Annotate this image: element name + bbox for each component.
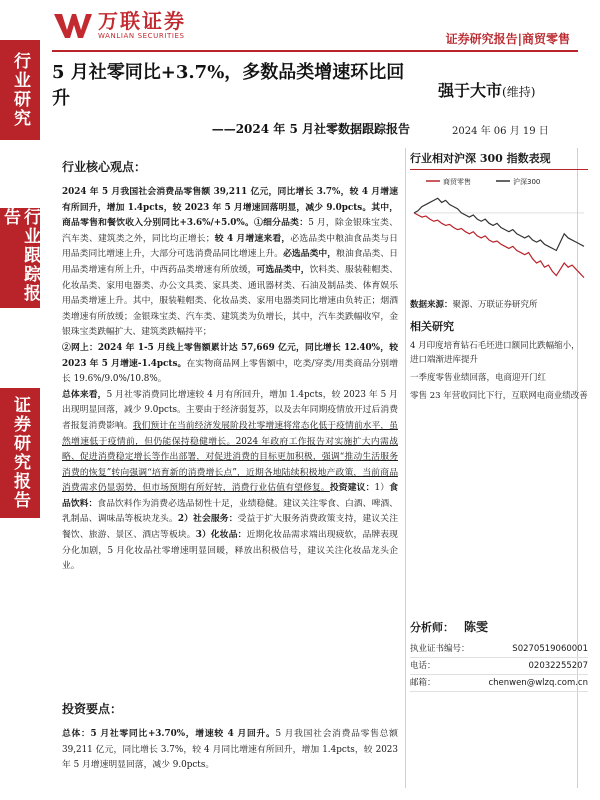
text-bold: 2）社会服务： (177, 514, 238, 525)
related-research (410, 318, 588, 407)
side-tab-label: 证券研究报告 (10, 396, 30, 510)
text-bold: 3）化妆品： (195, 530, 247, 541)
section-title-core-views: 行业核心观点： (62, 160, 147, 174)
text: 食品饮料作为消费必选品韧性十足，业绩稳健。建议关注零食、白酒、啤酒、乳制品、调味品等板块龙头。 (62, 498, 398, 525)
analyst-name: 陈雯 (464, 620, 489, 634)
chart-title: 行业相对沪深 300 指数表现 (410, 150, 588, 170)
text-bold: ①细分品类： (254, 218, 309, 229)
source-text: 聚源、万联证券研究所 (452, 300, 538, 310)
row-key: 邮箱： (410, 678, 436, 688)
brand-name-cn: 万联证券 (98, 9, 186, 33)
analyst-email-link[interactable]: chenwen@wlzq.com.cn (488, 678, 588, 688)
report-title: 5 月社零同比+3.7%，多数品类增速环比回升 (52, 62, 405, 109)
legend-label-0: 商贸零售 (443, 178, 471, 186)
text: 必选品类中粮油食品类与日用品类同比增速上升，大部分可选消费品同比增速上升。 (62, 233, 398, 260)
text: 近期化妆品需求端出现疲软，品牌表现分化加剧，5 月化妆品社零增速明显回暖，释放出积极信号，建议关注化妆品龙头企业。 (62, 530, 398, 572)
row-value: S0270519060001 (512, 644, 588, 654)
text-bold: 投资建议： (329, 483, 375, 494)
row-key: 执业证书编号： (410, 644, 470, 654)
text: 5 月，除金银珠宝类、汽车类、建筑类之外，同比均正增长； (62, 218, 398, 244)
industry-rating (438, 78, 535, 101)
text: 受益于扩大服务消费政策支持，建议关注餐饮、旅游、景区、酒店等板块。 (62, 514, 398, 541)
text: 在实物商品网上零售额中，吃类/穿类/用类商品分别增长 19.6%/9.0%/10.8%。 (62, 358, 398, 385)
text: 5 月社零消费同比增速较 4 月有所回升，增加 1.4pcts，较 2023 年 5 月出现明显回落，减少 9.0pcts。主要由于经济弱复苏，以及去年同期疫情放开过后消费者报复消费影响。 (62, 389, 398, 431)
side-tab-industry-research (0, 40, 40, 140)
brand-name-en: WANLIAN SECURITIES (98, 32, 185, 40)
side-tab-label: 行业研究 (10, 52, 30, 128)
analyst-label: 分析师： (410, 621, 454, 634)
report-date: 2024 年 06 月 19 日 (452, 126, 549, 137)
related-item[interactable]: 4 月印度培育钻石毛坯进口额同比跌幅缩小，进口端渐进库提升 (410, 341, 580, 365)
relative-performance-chart (410, 150, 588, 310)
text-bold: 总体来看， (62, 389, 107, 400)
core-views-text (62, 185, 398, 575)
related-title: 相关研究 (410, 320, 454, 333)
row-key: 电话： (410, 661, 436, 671)
legend-label-1: 沪深300 (513, 178, 541, 186)
paragraph (62, 185, 398, 341)
analyst-header (410, 618, 588, 635)
side-tab-tracking-report (0, 208, 40, 308)
text: 粮油食品类、日用品类增速有所上升，中西药品类增速有所放缓， (62, 249, 398, 275)
analyst-row (410, 658, 588, 675)
side-tab-label: 行业跟踪报告 (0, 208, 40, 303)
analyst-info (410, 618, 588, 692)
chart-source (410, 298, 588, 310)
text-bold: 总体：5 月社零同比+3.70%，增速较 4 月回升。 (62, 729, 276, 739)
text-bold: 较 4 月增速来看， (214, 233, 291, 244)
brand-logo (52, 8, 186, 42)
source-label: 数据来源： (410, 300, 453, 310)
text: 饮料类、服装鞋帽类、化妆品类、家用电器类、办公文具类、家具类、通讯器材类、石油及制品类、体育娱乐用品类增速上升。其中，服装鞋帽类、化妆品类、家用电器类同比增速由负转正；烟酒类增速有所放缓；金银珠宝类、汽车类、建筑类为负增长，其中，汽车类跌幅收窄，金银珠宝类跌幅扩大、建筑类跌幅持平； (62, 264, 398, 338)
row-value: 02032255207 (528, 661, 588, 671)
text-bold: 必选品类中， (283, 249, 337, 260)
investment-points-text (62, 727, 398, 774)
investment-points (62, 700, 398, 774)
analyst-row (410, 675, 588, 692)
text-bold: 2024 年 5 月我国社会消费品零售额 39,211 亿元，同比增长 3.7%，较 4 月增速有所回升，增加 1.4pcts，较 2023 年 5 月增速回落明显，减少 9.0pcts。其中，商品零售和餐饮收入分别同比+3.6%/+5.0%。 (62, 187, 398, 229)
related-item[interactable]: 零售 23 年营收同比下行，互联网电商业绩改善 (410, 391, 588, 401)
column-divider (405, 148, 406, 788)
side-tab-securities-report (0, 388, 40, 518)
header-divider (52, 50, 578, 52)
report-subtitle: ——2024 年 5 月社零数据跟踪报告 (211, 122, 410, 136)
text-bold: 食品饮料： (62, 483, 398, 509)
paragraph (62, 341, 398, 388)
analyst-row (410, 641, 588, 658)
section-title-investment-points: 投资要点： (62, 702, 123, 716)
text-bold: 可选品类中， (256, 264, 310, 275)
wanlian-logo-icon (52, 10, 94, 40)
text-underlined: 我们预计在当前经济发展阶段社零增速将常态化低于疫情前水平，虽然增速低于疫情前，但仍能保持稳健增长。2024 年政府工作报告对实施扩大内需战略、促进消费稳定增长等作出部署，对促进消费的目标更加积极，强调“推动生活服务消费的恢复”转向强调“培育新的消费增长点”，近期各地陆续积极地产政策，当前商品消费需求仍显弱势，但市场预期有所好转，消费行业估值有望修复。 (62, 420, 398, 494)
chart-plot (410, 174, 588, 294)
report-category: 证券研究报告|商贸零售 (445, 32, 570, 46)
paragraph (62, 388, 398, 575)
rating-value: 强于大市 (438, 81, 503, 100)
main-content (62, 158, 398, 575)
text: 5 月我国社会消费品零售总额 39,211 亿元，同比增长 3.7%，较 4 月同比增速有所回升，增加 1.4pcts，较 2023 年 5 月增速明显回落，减少 9.0pcts。 (62, 729, 398, 771)
text-bold: ②网上：2024 年 1-5 月线上零售额累计达 57,669 亿元，同比增长 12.40%，较 2023 年 5 月增速-1.4pcts。 (62, 342, 398, 369)
related-item[interactable]: 一季度零售业绩回落，电商迎开门红 (410, 373, 547, 383)
rating-note: (维持) (502, 85, 536, 99)
text: 1） (374, 483, 390, 494)
